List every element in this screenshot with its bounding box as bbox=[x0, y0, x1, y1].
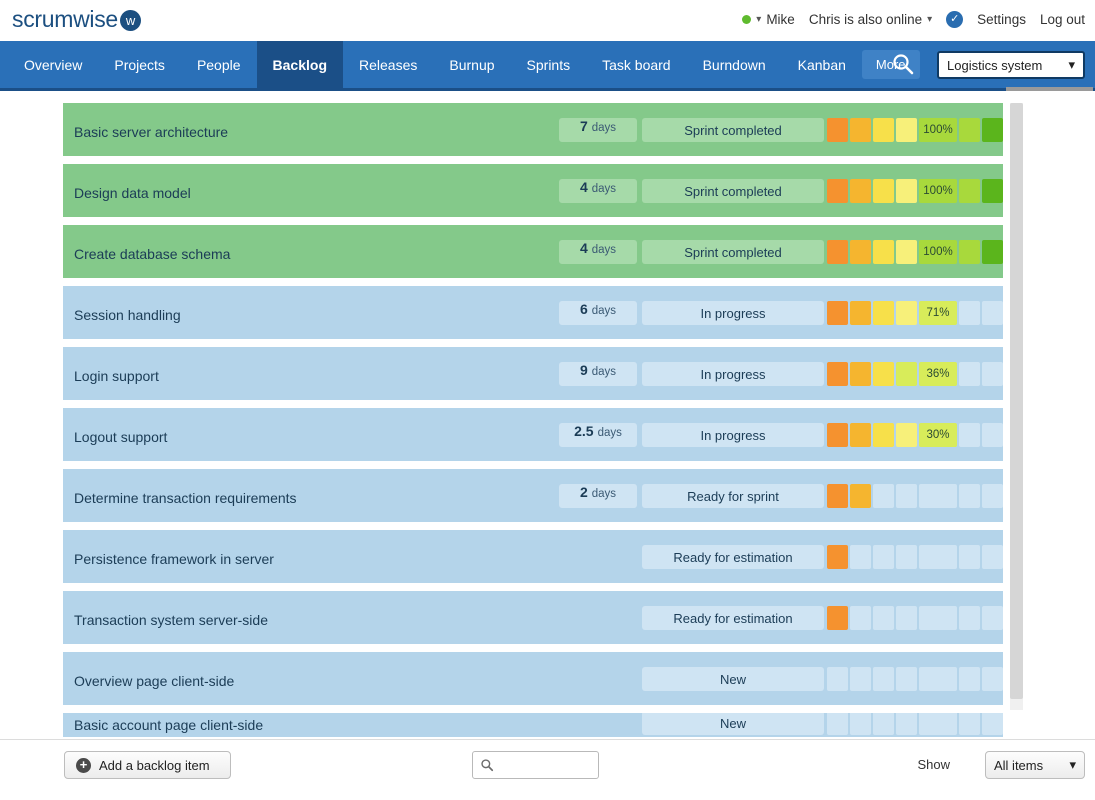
progress-cell bbox=[896, 301, 917, 325]
backlog-item-title: Logout support bbox=[74, 429, 168, 445]
backlog-content bbox=[0, 91, 1095, 739]
progress-cell bbox=[982, 179, 1003, 203]
nav-item-people[interactable]: People bbox=[196, 56, 241, 73]
nav-item-task-board[interactable]: Task board bbox=[602, 56, 671, 73]
add-backlog-item-label: Add a backlog item bbox=[99, 757, 210, 773]
progress-cell bbox=[982, 301, 1003, 325]
backlog-item-row[interactable] bbox=[63, 652, 1003, 713]
progress-cell bbox=[982, 713, 1003, 735]
progress-percent bbox=[919, 667, 957, 691]
progress-cell bbox=[873, 545, 894, 569]
progress-percent: 100% bbox=[919, 118, 957, 142]
progress-pipeline bbox=[827, 606, 1003, 630]
progress-pipeline bbox=[827, 301, 1003, 325]
backlog-item-row[interactable] bbox=[63, 713, 1003, 737]
progress-cell bbox=[896, 667, 917, 691]
current-user-name: Mike bbox=[766, 12, 795, 27]
logout-link[interactable]: Log out bbox=[1039, 12, 1085, 27]
backlog-item-title: Login support bbox=[74, 368, 159, 384]
progress-cell bbox=[982, 118, 1003, 142]
progress-cell bbox=[896, 118, 917, 142]
progress-cell bbox=[896, 362, 917, 386]
progress-cell bbox=[873, 484, 894, 508]
estimate-box[interactable] bbox=[559, 240, 637, 264]
scrollbar-thumb[interactable] bbox=[1010, 103, 1023, 699]
progress-cell bbox=[850, 118, 871, 142]
nav-item-more[interactable]: More bbox=[862, 50, 920, 79]
backlog-item-title: Determine transaction requirements bbox=[74, 490, 297, 506]
status-badge[interactable]: In progress bbox=[642, 362, 824, 386]
status-badge[interactable]: Ready for sprint bbox=[642, 484, 824, 508]
progress-cell bbox=[896, 484, 917, 508]
backlog-item-row[interactable] bbox=[63, 530, 1003, 591]
nav-item-releases[interactable]: Releases bbox=[359, 56, 418, 73]
progress-percent: 36% bbox=[919, 362, 957, 386]
add-backlog-item-button[interactable] bbox=[64, 751, 231, 779]
settings-link[interactable]: Settings bbox=[977, 12, 1026, 27]
estimate-unit: days bbox=[591, 488, 617, 500]
progress-cell bbox=[982, 606, 1003, 630]
backlog-item-title: Basic account page client-side bbox=[74, 717, 264, 733]
progress-percent bbox=[919, 484, 957, 508]
plus-circle-icon: + bbox=[76, 758, 91, 773]
progress-cell bbox=[873, 667, 894, 691]
top-right-controls bbox=[742, 11, 1085, 28]
online-status-icon bbox=[742, 15, 751, 24]
backlog-item-title: Create database schema bbox=[74, 246, 231, 262]
estimate-value: 9 bbox=[579, 362, 588, 378]
progress-cell bbox=[850, 545, 871, 569]
status-badge[interactable]: New bbox=[642, 667, 824, 691]
progress-percent bbox=[919, 713, 957, 735]
progress-cell bbox=[959, 667, 980, 691]
backlog-item-row[interactable] bbox=[63, 103, 1003, 164]
progress-cell bbox=[959, 240, 980, 264]
backlog-item-title: Basic server architecture bbox=[74, 124, 229, 140]
backlog-item-row[interactable] bbox=[63, 164, 1003, 225]
estimate-value: 2.5 bbox=[574, 423, 594, 439]
backlog-item-row[interactable] bbox=[63, 469, 1003, 530]
estimate-unit: days bbox=[591, 183, 617, 195]
progress-cell bbox=[827, 301, 848, 325]
progress-cell bbox=[896, 423, 917, 447]
estimate-box[interactable] bbox=[559, 484, 637, 508]
nav-item-projects[interactable]: Projects bbox=[114, 56, 165, 73]
progress-cell bbox=[850, 179, 871, 203]
progress-cell bbox=[982, 484, 1003, 508]
estimate-box[interactable] bbox=[559, 423, 637, 447]
progress-percent: 71% bbox=[919, 301, 957, 325]
estimate-box[interactable] bbox=[559, 118, 637, 142]
estimate-unit: days bbox=[591, 244, 617, 256]
check-badge-icon[interactable]: ✓ bbox=[946, 11, 963, 28]
progress-cell bbox=[827, 423, 848, 447]
show-filter-select[interactable] bbox=[985, 751, 1085, 779]
chevron-down-icon: ▾ bbox=[1069, 757, 1076, 772]
other-online-text: Chris is also online bbox=[808, 12, 923, 27]
progress-percent: 100% bbox=[919, 240, 957, 264]
project-selector-value: Logistics system bbox=[947, 57, 1043, 73]
progress-cell bbox=[827, 606, 848, 630]
progress-pipeline bbox=[827, 240, 1003, 264]
estimate-unit: days bbox=[591, 122, 617, 134]
progress-cell bbox=[896, 240, 917, 264]
nav-item-burnup[interactable]: Burnup bbox=[449, 56, 495, 73]
bottom-toolbar bbox=[0, 739, 1095, 800]
progress-cell bbox=[850, 606, 871, 630]
chevron-down-icon: ▾ bbox=[927, 14, 933, 25]
progress-cell bbox=[959, 713, 980, 735]
status-badge[interactable]: In progress bbox=[642, 301, 824, 325]
progress-pipeline bbox=[827, 713, 1003, 735]
progress-cell bbox=[850, 484, 871, 508]
progress-cell bbox=[959, 545, 980, 569]
progress-cell bbox=[850, 713, 871, 735]
nav-item-burndown[interactable]: Burndown bbox=[702, 56, 766, 73]
backlog-item-title: Design data model bbox=[74, 185, 191, 201]
progress-cell bbox=[873, 301, 894, 325]
progress-cell bbox=[850, 362, 871, 386]
progress-pipeline bbox=[827, 484, 1003, 508]
progress-cell bbox=[873, 606, 894, 630]
status-badge[interactable]: Ready for estimation bbox=[642, 606, 824, 630]
estimate-unit: days bbox=[597, 427, 622, 439]
progress-cell bbox=[959, 301, 980, 325]
estimate-box[interactable] bbox=[559, 179, 637, 203]
progress-cell bbox=[959, 606, 980, 630]
nav-item-kanban[interactable]: Kanban bbox=[797, 56, 846, 73]
progress-cell bbox=[959, 423, 980, 447]
progress-cell bbox=[982, 423, 1003, 447]
progress-cell bbox=[827, 484, 848, 508]
top-bar bbox=[0, 0, 1095, 41]
progress-cell bbox=[873, 423, 894, 447]
estimate-value: 6 bbox=[579, 301, 588, 317]
progress-cell bbox=[873, 240, 894, 264]
backlog-item-row[interactable] bbox=[63, 347, 1003, 408]
progress-cell bbox=[827, 713, 848, 735]
progress-cell bbox=[982, 667, 1003, 691]
search-icon[interactable] bbox=[891, 52, 915, 76]
progress-cell bbox=[896, 179, 917, 203]
progress-cell bbox=[959, 118, 980, 142]
progress-cell bbox=[959, 484, 980, 508]
progress-pipeline bbox=[827, 667, 1003, 691]
nav-items bbox=[0, 41, 1095, 88]
progress-cell bbox=[959, 179, 980, 203]
chevron-down-icon: ▾ bbox=[1068, 57, 1075, 72]
backlog-item-row[interactable] bbox=[63, 286, 1003, 347]
progress-cell bbox=[827, 667, 848, 691]
estimate-unit: days bbox=[591, 366, 617, 378]
backlog-item-title: Session handling bbox=[74, 307, 181, 323]
status-badge[interactable]: Sprint completed bbox=[642, 240, 824, 264]
status-badge[interactable]: Sprint completed bbox=[642, 179, 824, 203]
progress-cell bbox=[982, 545, 1003, 569]
logo-mark-icon: w bbox=[120, 10, 141, 31]
progress-cell bbox=[850, 301, 871, 325]
status-badge[interactable]: New bbox=[642, 713, 824, 735]
progress-cell bbox=[850, 423, 871, 447]
project-selector[interactable] bbox=[937, 51, 1085, 79]
nav-item-backlog[interactable]: Backlog bbox=[257, 41, 343, 88]
progress-cell bbox=[982, 362, 1003, 386]
show-filter-value: All items bbox=[994, 757, 1044, 773]
nav-item-overview[interactable]: Overview bbox=[24, 56, 83, 73]
progress-percent: 100% bbox=[919, 179, 957, 203]
status-badge[interactable]: Ready for estimation bbox=[642, 545, 824, 569]
estimate-value: 4 bbox=[579, 179, 588, 195]
estimate-box[interactable] bbox=[559, 362, 637, 386]
progress-cell bbox=[850, 240, 871, 264]
backlog-item-row[interactable] bbox=[63, 591, 1003, 652]
progress-cell bbox=[827, 179, 848, 203]
backlog-item-title: Transaction system server-side bbox=[74, 612, 268, 628]
current-user-menu[interactable] bbox=[742, 12, 795, 27]
progress-cell bbox=[873, 362, 894, 386]
estimate-box[interactable] bbox=[559, 301, 637, 325]
progress-pipeline bbox=[827, 362, 1003, 386]
show-filter-label: Show bbox=[917, 757, 950, 772]
progress-cell bbox=[873, 118, 894, 142]
progress-cell bbox=[896, 545, 917, 569]
progress-cell bbox=[827, 545, 848, 569]
backlog-item-row[interactable] bbox=[63, 408, 1003, 469]
backlog-item-row[interactable] bbox=[63, 225, 1003, 286]
backlog-item-title: Overview page client-side bbox=[74, 673, 235, 689]
progress-pipeline bbox=[827, 179, 1003, 203]
progress-pipeline bbox=[827, 423, 1003, 447]
backlog-search-box[interactable] bbox=[472, 751, 599, 779]
progress-cell bbox=[896, 606, 917, 630]
nav-item-sprints[interactable]: Sprints bbox=[526, 56, 571, 73]
progress-percent bbox=[919, 545, 957, 569]
progress-cell bbox=[827, 240, 848, 264]
estimate-value: 7 bbox=[579, 118, 588, 134]
backlog-item-title: Persistence framework in server bbox=[74, 551, 274, 567]
status-badge[interactable]: In progress bbox=[642, 423, 824, 447]
app-logo[interactable] bbox=[12, 6, 141, 33]
estimate-unit: days bbox=[591, 305, 617, 317]
progress-cell bbox=[850, 667, 871, 691]
progress-cell bbox=[896, 713, 917, 735]
progress-pipeline bbox=[827, 545, 1003, 569]
logo-text: scrumwise bbox=[12, 6, 118, 32]
progress-cell bbox=[873, 179, 894, 203]
progress-pipeline bbox=[827, 118, 1003, 142]
progress-cell bbox=[982, 240, 1003, 264]
estimate-value: 4 bbox=[579, 240, 588, 256]
backlog-list bbox=[63, 103, 1003, 737]
search-icon bbox=[480, 758, 494, 772]
progress-cell bbox=[827, 362, 848, 386]
progress-percent bbox=[919, 606, 957, 630]
estimate-value: 2 bbox=[579, 484, 588, 500]
chevron-down-icon: ▾ bbox=[756, 14, 762, 25]
progress-cell bbox=[827, 118, 848, 142]
other-online-users-menu[interactable] bbox=[809, 12, 932, 27]
progress-percent: 30% bbox=[919, 423, 957, 447]
main-nav bbox=[0, 41, 1095, 88]
status-badge[interactable]: Sprint completed bbox=[642, 118, 824, 142]
progress-cell bbox=[873, 713, 894, 735]
progress-cell bbox=[959, 362, 980, 386]
